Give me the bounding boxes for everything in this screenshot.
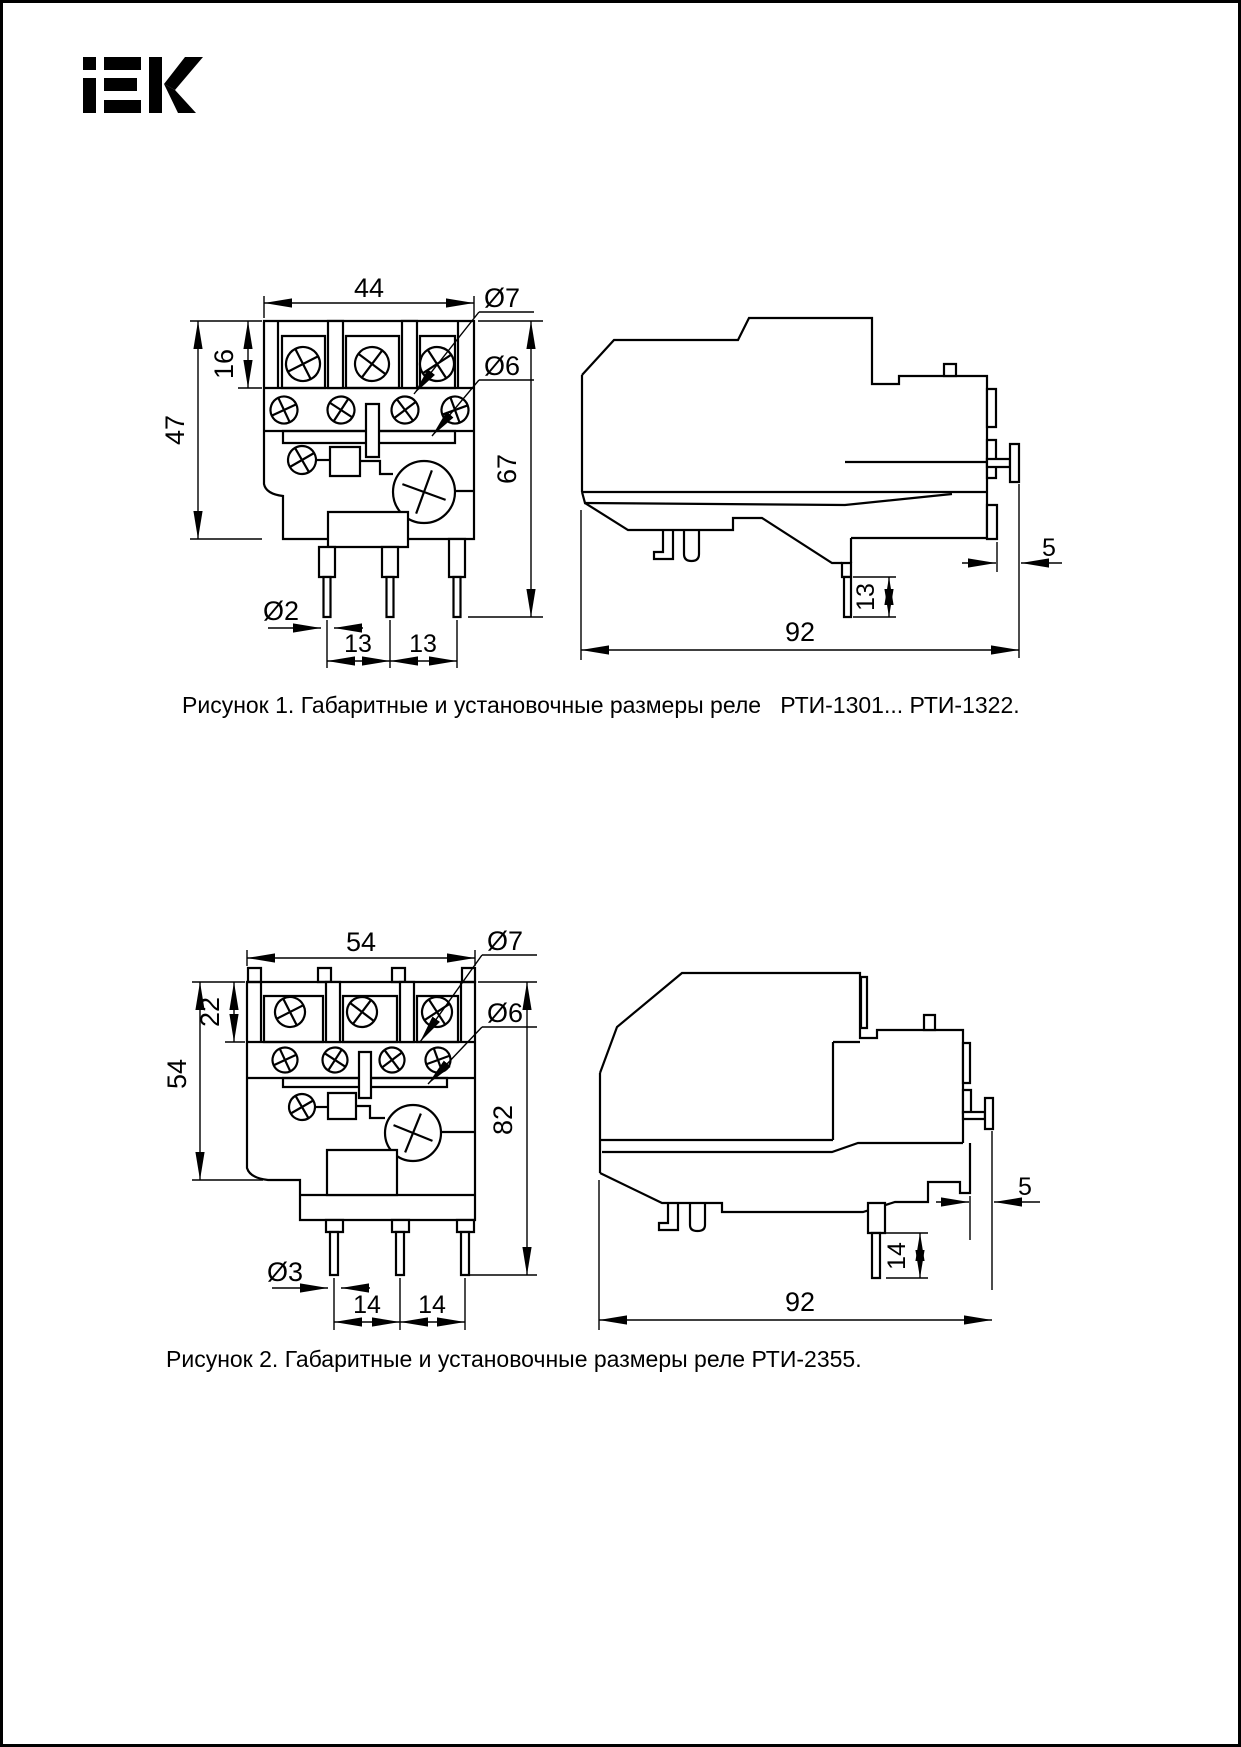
fig1-dim-pitch2: 13 bbox=[409, 630, 437, 658]
fig1-dim-body-height: 47 bbox=[160, 414, 190, 446]
fig2-dim-body-height: 54 bbox=[162, 1058, 192, 1090]
fig2-dim-screw-top: Ø7 bbox=[487, 926, 524, 956]
fig2-dim-pin-dia: Ø3 bbox=[267, 1257, 304, 1287]
fig2-front-view bbox=[247, 968, 475, 1275]
fig1-dim-pin-dia: Ø2 bbox=[263, 596, 300, 626]
iek-logo-glyphs bbox=[83, 57, 203, 113]
fig2-dim-pitch1: 14 bbox=[353, 1291, 381, 1319]
fig2-dim-rail-offset: 5 bbox=[1018, 1173, 1032, 1201]
fig1-dim-rail-offset: 5 bbox=[1042, 534, 1056, 562]
fig2-dim-total-height: 82 bbox=[488, 1104, 518, 1136]
fig1-dim-depth: 92 bbox=[784, 617, 816, 647]
fig1-dim-pitch1: 13 bbox=[344, 630, 372, 658]
figure1-caption: Рисунок 1. Габаритные и установочные размеры реле РТИ-1301... РТИ-1322. bbox=[182, 692, 1020, 718]
fig2-dim-width: 54 bbox=[345, 927, 377, 957]
fig1-dim-pin-length: 13 bbox=[852, 583, 880, 611]
fig2-dim-depth: 92 bbox=[784, 1287, 816, 1317]
fig2-front-dimensions bbox=[162, 926, 537, 1330]
fig2-side-view bbox=[600, 973, 993, 1278]
fig2-dim-pin-length: 14 bbox=[883, 1242, 911, 1270]
iek-logo bbox=[83, 57, 203, 113]
fig1-dim-total-height: 67 bbox=[492, 453, 522, 485]
figure2-caption: Рисунок 2. Габаритные и установочные размеры реле РТИ-2355. bbox=[166, 1346, 862, 1372]
fig1-front-view bbox=[264, 321, 474, 617]
fig1-side-view bbox=[582, 318, 1019, 617]
fig1-dim-width: 44 bbox=[353, 273, 385, 303]
fig2-dim-terminal-height: 22 bbox=[195, 996, 225, 1028]
fig1-dim-screw-top: Ø7 bbox=[484, 283, 521, 313]
figure2-drawing bbox=[150, 860, 1070, 1340]
figure1-drawing bbox=[150, 230, 1080, 690]
fig2-dim-pitch2: 14 bbox=[418, 1291, 446, 1319]
fig2-dim-screw-aux: Ø6 bbox=[487, 998, 524, 1028]
fig1-dim-terminal-height: 16 bbox=[209, 348, 239, 380]
fig1-dim-screw-aux: Ø6 bbox=[484, 351, 521, 381]
